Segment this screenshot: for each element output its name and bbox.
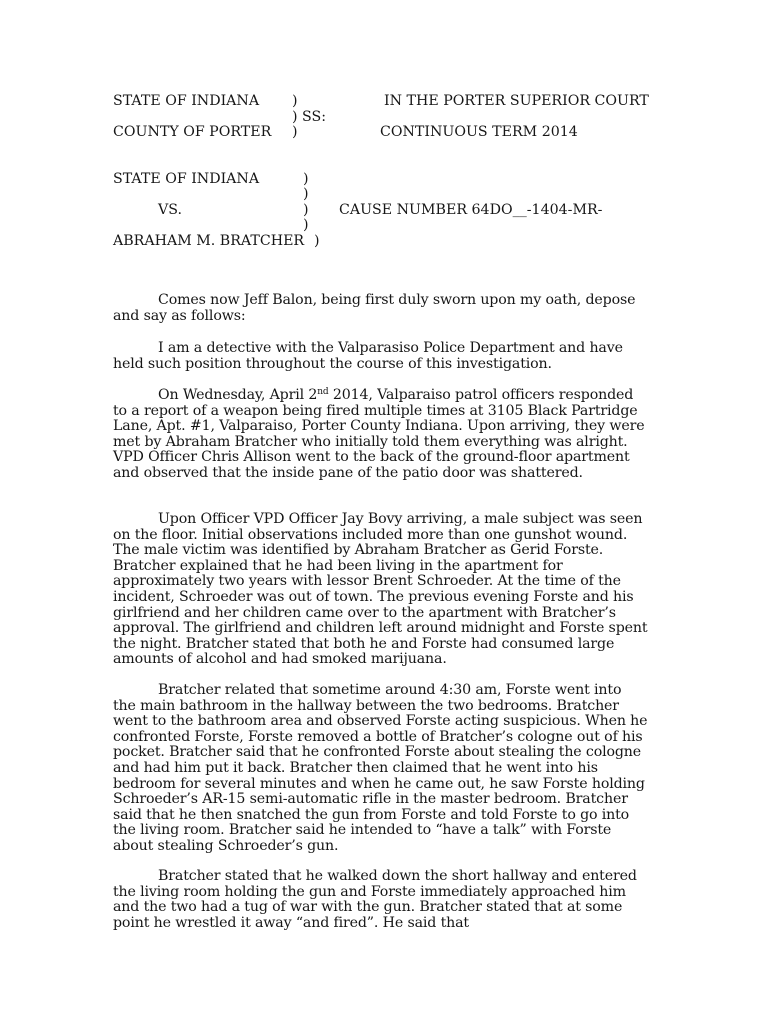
caption-state: STATE OF INDIANA <box>113 93 260 109</box>
paragraph-incident-text <box>113 388 648 482</box>
caption-versus: VS. <box>158 202 182 218</box>
caption-state-line <box>113 93 259 109</box>
caption-paren-3: ) <box>303 171 309 187</box>
caption-paren-6: ) <box>303 217 309 233</box>
caption-cause-number: CAUSE NUMBER 64DO__-1404-MR- <box>339 202 603 218</box>
caption-paren-1: ) <box>292 93 298 109</box>
caption-paren-7: ) <box>314 233 320 249</box>
paragraph-incident-rest: 2014, Valparaiso patrol officers responded to a report of a weapon being fired multiple times at 3105 Black Partridge Lane, Apt. #1, Valparaiso, Porter County Indiana. Upon arriving, they were met by Abraham Bratcher who initially told them everything was alright. VPD Officer Chris Allison went to the back of the ground-floor apartment and observed that the inside pane of the patio door was shattered. <box>113 387 645 481</box>
caption-paren-4: ) <box>303 186 309 202</box>
paragraph-victim <box>113 512 648 668</box>
caption-ss: ) SS: <box>292 109 327 125</box>
paragraph-incident <box>113 388 648 482</box>
paragraph-intro-text: Comes now Jeff Balon, being first duly sworn upon my oath, depose and say as follows: <box>113 292 636 324</box>
paragraph-detective-text: I am a detective with the Valparasiso Police Department and have held such position throughout the course of this investigation. <box>113 340 623 372</box>
caption-court: IN THE PORTER SUPERIOR COURT <box>384 93 649 109</box>
paragraph-incident-lead: On Wednesday, April 2 <box>158 387 318 403</box>
paragraph-bathroom-text: Bratcher related that sometime around 4:30 am, Forste went into the main bathroom in the hallway between the two bedrooms. Bratcher went to the bathroom area and observed Forste acting suspicious. When he confronted Forste, Forste removed a bottle of Bratcher’s cologne out of his pocket. Bratcher said that he confronted Forste about stealing the cologne and had him put it back. Bratcher then claimed that he went into his bedroom for several minutes and when he came out, he saw Forste holding Schroeder’s AR-15 semi-automatic rifle in the master bedroom. Bratcher said that he then snatched the gun from Forste and told Forste to go into the living room. Bratcher said he intended to “have a talk” with Forste about stealing Schroeder’s gun. <box>113 682 648 854</box>
paragraph-living-room <box>113 869 648 931</box>
caption-term: CONTINUOUS TERM 2014 <box>380 124 578 140</box>
caption-defendant: ABRAHAM M. BRATCHER <box>113 233 305 249</box>
paragraph-detective <box>113 341 648 372</box>
date-ordinal-suffix: nd <box>317 387 329 397</box>
paragraph-intro <box>113 293 648 324</box>
caption-plaintiff: STATE OF INDIANA <box>113 171 260 187</box>
paragraph-victim-text: Upon Officer VPD Officer Jay Bovy arriving, a male subject was seen on the floor. Initial observations included more than one gunshot wound. The male victim was identified by Abraham Bratcher as Gerid Forste. Bratcher explained that he had been living in the apartment for approximately two years with lessor Brent Schroeder. At the time of the incident, Schroeder was out of town. The previous evening Forste and his girlfriend and her children came over to the apartment with Bratcher’s approval. The girlfriend and children left around midnight and Forste spent the night. Bratcher stated that both he and Forste had consumed large amounts of alcohol and had smoked marijuana. <box>113 511 648 668</box>
caption-county: COUNTY OF PORTER <box>113 124 272 140</box>
caption-paren-5: ) <box>303 202 309 218</box>
caption-paren-2: ) <box>292 124 298 140</box>
paragraph-bathroom <box>113 683 648 855</box>
paragraph-living-room-text: Bratcher stated that he walked down the short hallway and entered the living room holding the gun and Forste immediately approached him and the two had a tug of war with the gun. Bratcher stated that at some point he wrestled it away “and fired”. He said that <box>113 868 637 931</box>
